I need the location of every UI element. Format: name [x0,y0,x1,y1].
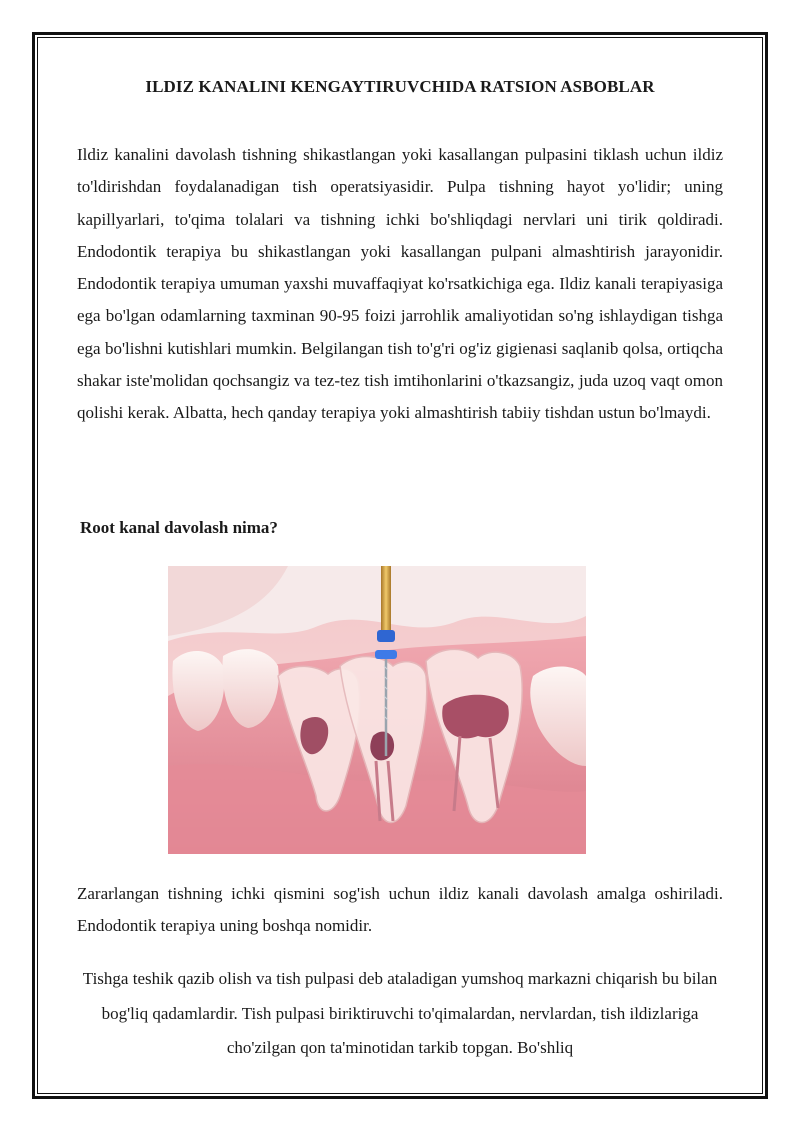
paragraph-2: Zararlangan tishning ichki qismini sog'ish uchun ildiz kanali davolash amalga oshiriladi. Endodontik terapiya uning boshqa nomidir. [77,884,723,936]
section-heading: Root kanal davolash nima? [80,518,278,537]
document-title: ILDIZ KANALINI KENGAYTIRUVCHIDA RATSION ASBOBLAR [145,77,655,96]
intro-paragraph: Ildiz kanalini davolash tishning shikastlangan yoki kasallangan pulpasini tiklash uchun ildiz to'ldirishdan foydalanadigan tish operatsiyasidir. Pulpa tishning hayot yo'lidir; uning kapillyarlari, to'qima tolalari va tishning ichki bo'shliqdagi nervlari uni tirik qoldiradi. Endodontik terapiya bu shikastlangan yoki kasallangan pulpani almashtirish jarayonidir. Endodontik terapiya umuman yaxshi muvaffaqiyat ko'rsatkichiga ega. Ildiz kanali terapiyasiga ega bo'lgan odamlarning taxminan 90-95 foizi jarrohlik amaliyotidan so'ng ishlaydigan tishga ega bo'lishni kutishlari mumkin. Belgilangan tish to'g'ri og'iz gigienasi saqlanib qolsa, ortiqcha shakar iste'molidan qochsangiz va tez-tez tish imtihonlarini o'tkazsangiz, juda uzoq vaqt omon qolishi kerak. Albatta, hech qanday terapiya yoki almashtirish tabiiy tishdan ustun bo'lmaydi. [77,145,723,423]
root-canal-illustration [168,566,586,854]
paragraph-3: Tishga teshik qazib olish va tish pulpasi deb ataladigan yumshoq markazni chiqarish bu bilan bog'liq qadamlardir. Tish pulpasi biriktiruvchi to'qimalardan, nervlardan, tish ildizlariga cho'zilgan qon ta'minotidan tarkib topgan. Bo'shliq [82,969,718,1057]
